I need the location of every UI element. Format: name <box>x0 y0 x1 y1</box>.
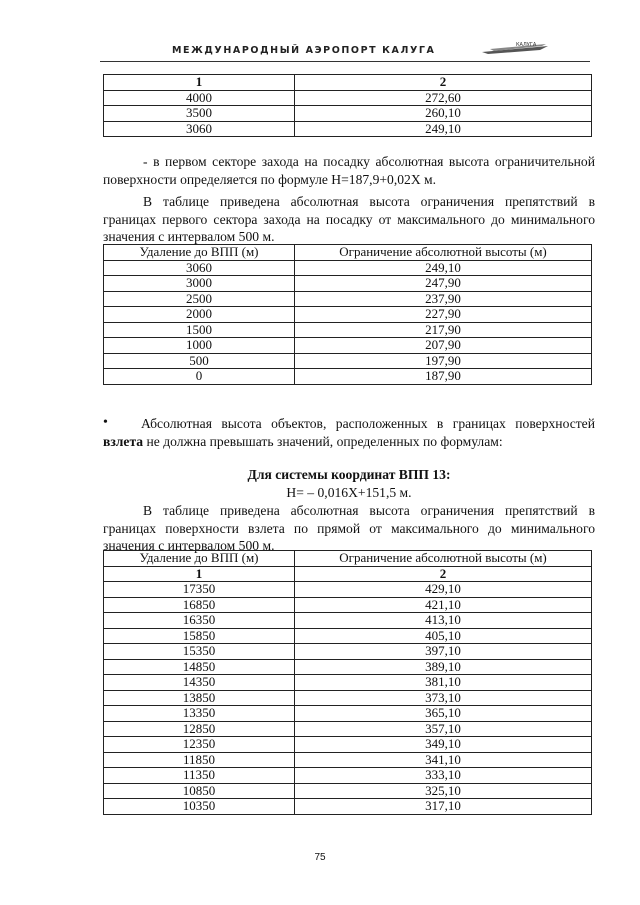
distance-cell: 1500 <box>104 322 295 338</box>
column-header: 2 <box>295 75 592 91</box>
table-row <box>104 737 592 753</box>
section-heading: Для системы координат ВПП 13: <box>247 467 451 482</box>
distance-cell: 15350 <box>104 644 295 660</box>
column-header: 1 <box>104 75 295 91</box>
table-row <box>104 276 592 292</box>
table-row <box>104 706 592 722</box>
distance-cell: 11850 <box>104 752 295 768</box>
altitude-cell: 237,90 <box>295 291 592 307</box>
table-row <box>104 307 592 323</box>
altitude-cell: 317,10 <box>295 799 592 815</box>
table-row <box>104 675 592 691</box>
table-approach-sector <box>103 244 592 385</box>
logo-text: КАЛУГА <box>516 42 537 48</box>
distance-cell: 10350 <box>104 799 295 815</box>
column-number: 1 <box>104 566 295 582</box>
altitude-cell: 249,10 <box>295 260 592 276</box>
table-row <box>104 291 592 307</box>
altitude-cell: 217,90 <box>295 322 592 338</box>
distance-cell: 13850 <box>104 690 295 706</box>
altitude-cell: 272,60 <box>295 90 592 106</box>
table-row <box>104 369 592 385</box>
altitude-cell: 341,10 <box>295 752 592 768</box>
altitude-cell: 405,10 <box>295 628 592 644</box>
table-row <box>104 338 592 354</box>
page-header <box>100 40 590 62</box>
table-row <box>104 721 592 737</box>
altitude-cell: 249,10 <box>295 121 592 137</box>
distance-cell: 2000 <box>104 307 295 323</box>
distance-cell: 16350 <box>104 613 295 629</box>
table-row <box>104 659 592 675</box>
altitude-cell: 429,10 <box>295 582 592 598</box>
altitude-cell: 397,10 <box>295 644 592 660</box>
distance-cell: 15850 <box>104 628 295 644</box>
distance-cell: 3060 <box>104 260 295 276</box>
distance-cell: 12350 <box>104 737 295 753</box>
table-row <box>104 106 592 122</box>
table-row <box>104 121 592 137</box>
altitude-cell: 187,90 <box>295 369 592 385</box>
altitude-cell: 421,10 <box>295 597 592 613</box>
distance-cell: 0 <box>104 369 295 385</box>
page-number: 75 <box>314 852 326 863</box>
table-row <box>104 768 592 784</box>
header-divider <box>100 61 590 62</box>
distance-cell: 11350 <box>104 768 295 784</box>
altitude-cell: 325,10 <box>295 783 592 799</box>
distance-cell: 17350 <box>104 582 295 598</box>
table-header-row <box>104 245 592 261</box>
table-row <box>104 783 592 799</box>
table-row <box>104 799 592 815</box>
paragraph-takeoff-limits: Абсолютная высота объектов, расположенных в границах поверхностей взлета не должна превышать значений, определенных по формулам: <box>103 416 595 449</box>
table-takeoff-surface <box>103 550 592 815</box>
column-header: Ограничение абсолютной высоты (м) <box>295 245 592 261</box>
column-header: Удаление до ВПП (м) <box>104 551 295 567</box>
altitude-cell: 389,10 <box>295 659 592 675</box>
table-row <box>104 353 592 369</box>
table-row <box>104 260 592 276</box>
distance-cell: 16850 <box>104 597 295 613</box>
altitude-cell: 357,10 <box>295 721 592 737</box>
distance-cell: 10850 <box>104 783 295 799</box>
altitude-cell: 381,10 <box>295 675 592 691</box>
distance-cell: 3500 <box>104 106 295 122</box>
altitude-cell: 373,10 <box>295 690 592 706</box>
bullet-marker: • <box>103 415 108 430</box>
table-row <box>104 628 592 644</box>
distance-cell: 12850 <box>104 721 295 737</box>
column-number: 2 <box>295 566 592 582</box>
distance-cell: 14850 <box>104 659 295 675</box>
table-row <box>104 752 592 768</box>
altitude-cell: 207,90 <box>295 338 592 354</box>
altitude-cell: 413,10 <box>295 613 592 629</box>
altitude-cell: 260,10 <box>295 106 592 122</box>
distance-cell: 13350 <box>104 706 295 722</box>
distance-cell: 3000 <box>104 276 295 292</box>
altitude-cell: 247,90 <box>295 276 592 292</box>
table-subheader-row <box>104 566 592 582</box>
distance-cell: 2500 <box>104 291 295 307</box>
distance-cell: 500 <box>104 353 295 369</box>
table-header-row <box>104 551 592 567</box>
table-row <box>104 322 592 338</box>
airport-logo-icon <box>480 40 550 58</box>
table-row <box>104 582 592 598</box>
table-row <box>104 644 592 660</box>
column-header: Удаление до ВПП (м) <box>104 245 295 261</box>
distance-cell: 4000 <box>104 90 295 106</box>
header-title: МЕЖДУНАРОДНЫЙ АЭРОПОРТ КАЛУГА <box>172 45 436 56</box>
altitude-cell: 365,10 <box>295 706 592 722</box>
column-header: Ограничение абсолютной высоты (м) <box>295 551 592 567</box>
table-row <box>104 597 592 613</box>
paragraph-formula-approach: - в первом секторе захода на посадку абсолютная высота ограничительной поверхности определяется по формуле H=187,9+0,02X м. <box>103 154 595 187</box>
altitude-cell: 227,90 <box>295 307 592 323</box>
formula-takeoff: H= – 0,016X+151,5 м. <box>286 485 412 500</box>
table-row <box>104 90 592 106</box>
table-row <box>104 613 592 629</box>
altitude-cell: 197,90 <box>295 353 592 369</box>
distance-cell: 14350 <box>104 675 295 691</box>
table-approach-continuation <box>103 74 592 137</box>
paragraph-table-description: В таблице приведена абсолютная высота ограничения препятствий в границах первого сектора захода на посадку от максимального до минимального значения с интервалом 500 м. <box>103 194 595 244</box>
distance-cell: 1000 <box>104 338 295 354</box>
table-header-row <box>104 75 592 91</box>
table-row <box>104 690 592 706</box>
paragraph-takeoff-table-description: В таблице приведена абсолютная высота ограничения препятствий в границах поверхности взлета по прямой от максимального до минимального значения с интервалом 500 м. <box>103 503 595 553</box>
altitude-cell: 333,10 <box>295 768 592 784</box>
distance-cell: 3060 <box>104 121 295 137</box>
altitude-cell: 349,10 <box>295 737 592 753</box>
